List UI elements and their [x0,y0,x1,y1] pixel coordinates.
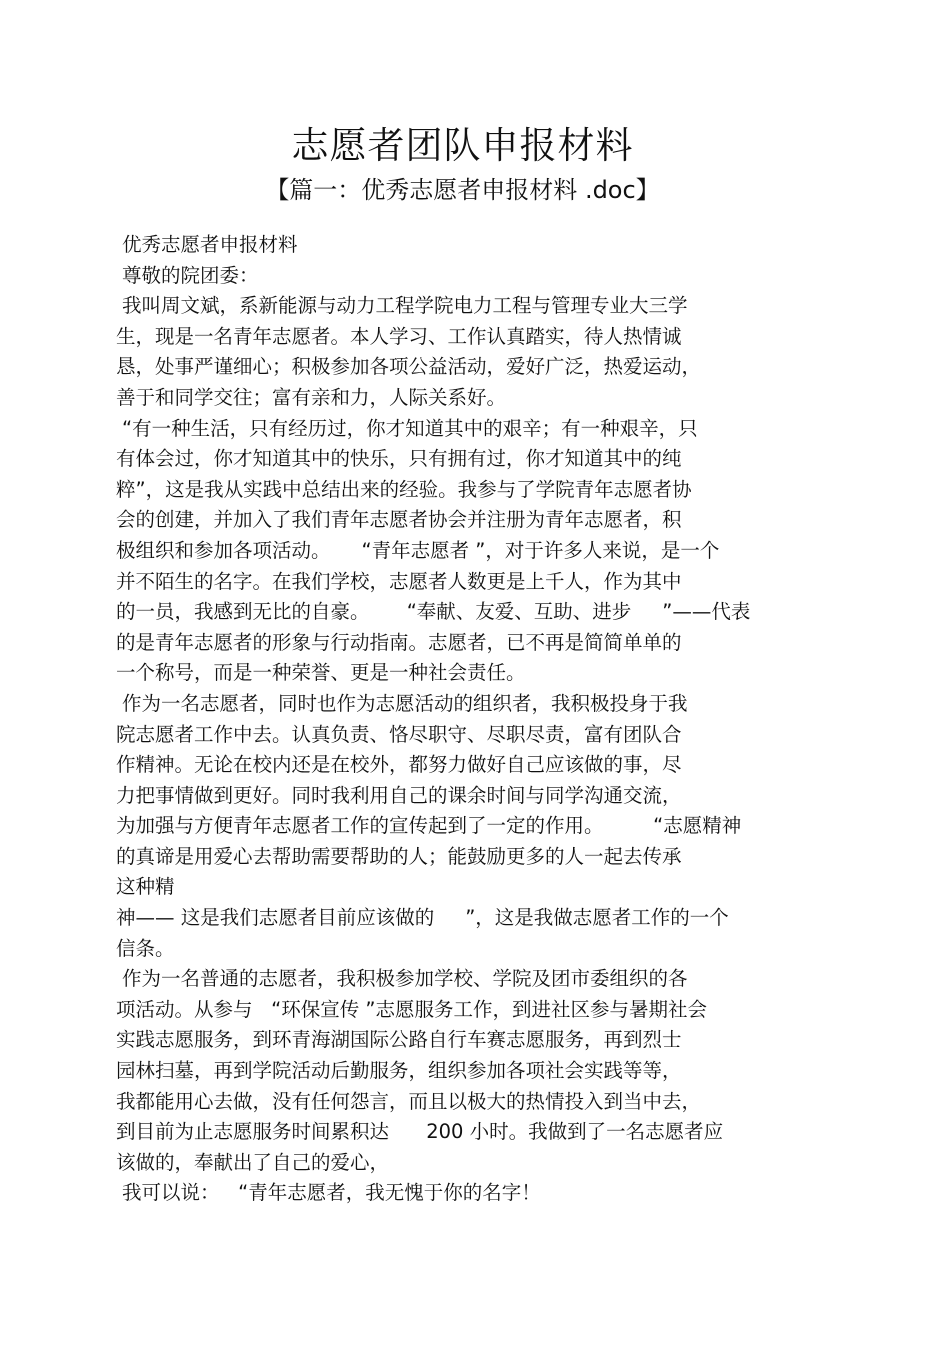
text-line: 尊敬的院团委： [122,263,259,287]
text-line: 为加强与方便青年志愿者工作的宣传起到了一定的作用。 “志愿精神 [116,814,742,838]
text-line: 粹”，这是我从实践中总结出来的经验。我参与了学院青年志愿者协 [116,477,692,501]
text-line: “有一种生活，只有经历过，你才知道其中的艰辛；有一种艰辛，只 [122,416,698,440]
text-line: 我可以说： “青年志愿者，我无愧于你的名字！ [122,1181,541,1205]
text-line: 作为一名普通的志愿者，我积极参加学校、学院及团市委组织的各 [122,967,688,991]
text-line: 作精神。无论在校内还是在校外，都努力做好自己应该做的事，尽 [116,753,682,777]
text-line: 恳，处事严谨细心；积极参加各项公益活动，爱好广泛，热爱运动， [116,355,702,379]
text-line: 我都能用心去做，没有任何怨言，而且以极大的热情投入到当中去， [116,1089,702,1113]
text-line: 该做的，奉献出了自己的爱心， [116,1150,390,1174]
text-line: 并不陌生的名字。在我们学校，志愿者人数更是上千人，作为其中 [116,569,682,593]
document-body [116,230,836,1209]
text-line: 神—— 这是我们志愿者目前应该做的 ”，这是我做志愿者工作的一个 [116,906,729,930]
text-line: 作为一名志愿者，同时也作为志愿活动的组织者，我积极投身于我 [122,691,688,715]
text-line: 园林扫墓，再到学院活动后勤服务，组织参加各项社会实践等等， [116,1059,682,1083]
text-line: 的真谛是用爱心去帮助需要帮助的人；能鼓励更多的人一起去传承 [116,844,682,868]
text-line: 实践志愿服务，到环青海湖国际公路自行车赛志愿服务，再到烈士 [116,1028,682,1052]
text-line: 院志愿者工作中去。认真负责、恪尽职守、尽职尽责，富有团队合 [116,722,682,746]
text-line: 力把事情做到更好。同时我利用自己的课余时间与同学沟通交流， [116,783,682,807]
text-line: 有体会过，你才知道其中的快乐，只有拥有过，你才知道其中的纯 [116,447,682,471]
text-line: 的是青年志愿者的形象与行动指南。志愿者，已不再是简简单单的 [116,630,682,654]
text-line: 优秀志愿者申报材料 [122,233,298,256]
document-title: 志愿者团队申报材料 [291,124,634,167]
text-line: 生，现是一名青年志愿者。本人学习、工作认真踏实，待人热情诚 [116,324,682,348]
text-line: 会的创建，并加入了我们青年志愿者协会并注册为青年志愿者，积 [116,508,682,532]
text-line: 这种精 [116,875,175,899]
text-line: 的一员，我感到无比的自豪。 “奉献、友爱、互助、进步 ”——代表 [116,600,751,624]
text-line: 一个称号，而是一种荣誉、更是一种社会责任。 [116,661,526,685]
text-line: 善于和同学交往；富有亲和力，人际关系好。 [116,385,507,409]
text-line: 信条。 [116,936,175,960]
text-line: 极组织和参加各项活动。 “青年志愿者 ”，对于许多人来说，是一个 [116,538,720,562]
text-line: 项活动。从参与 “环保宣传 ”志愿服务工作，到进社区参与暑期社会 [116,997,707,1021]
document-subtitle: 【篇一：优秀志愿者申报材料 .doc】 [265,176,660,204]
text-line: 到目前为止志愿服务时间累积达 200 小时。我做到了一名志愿者应 [116,1120,724,1144]
text-line: 我叫周文斌，系新能源与动力工程学院电力工程与管理专业大三学 [122,294,688,318]
